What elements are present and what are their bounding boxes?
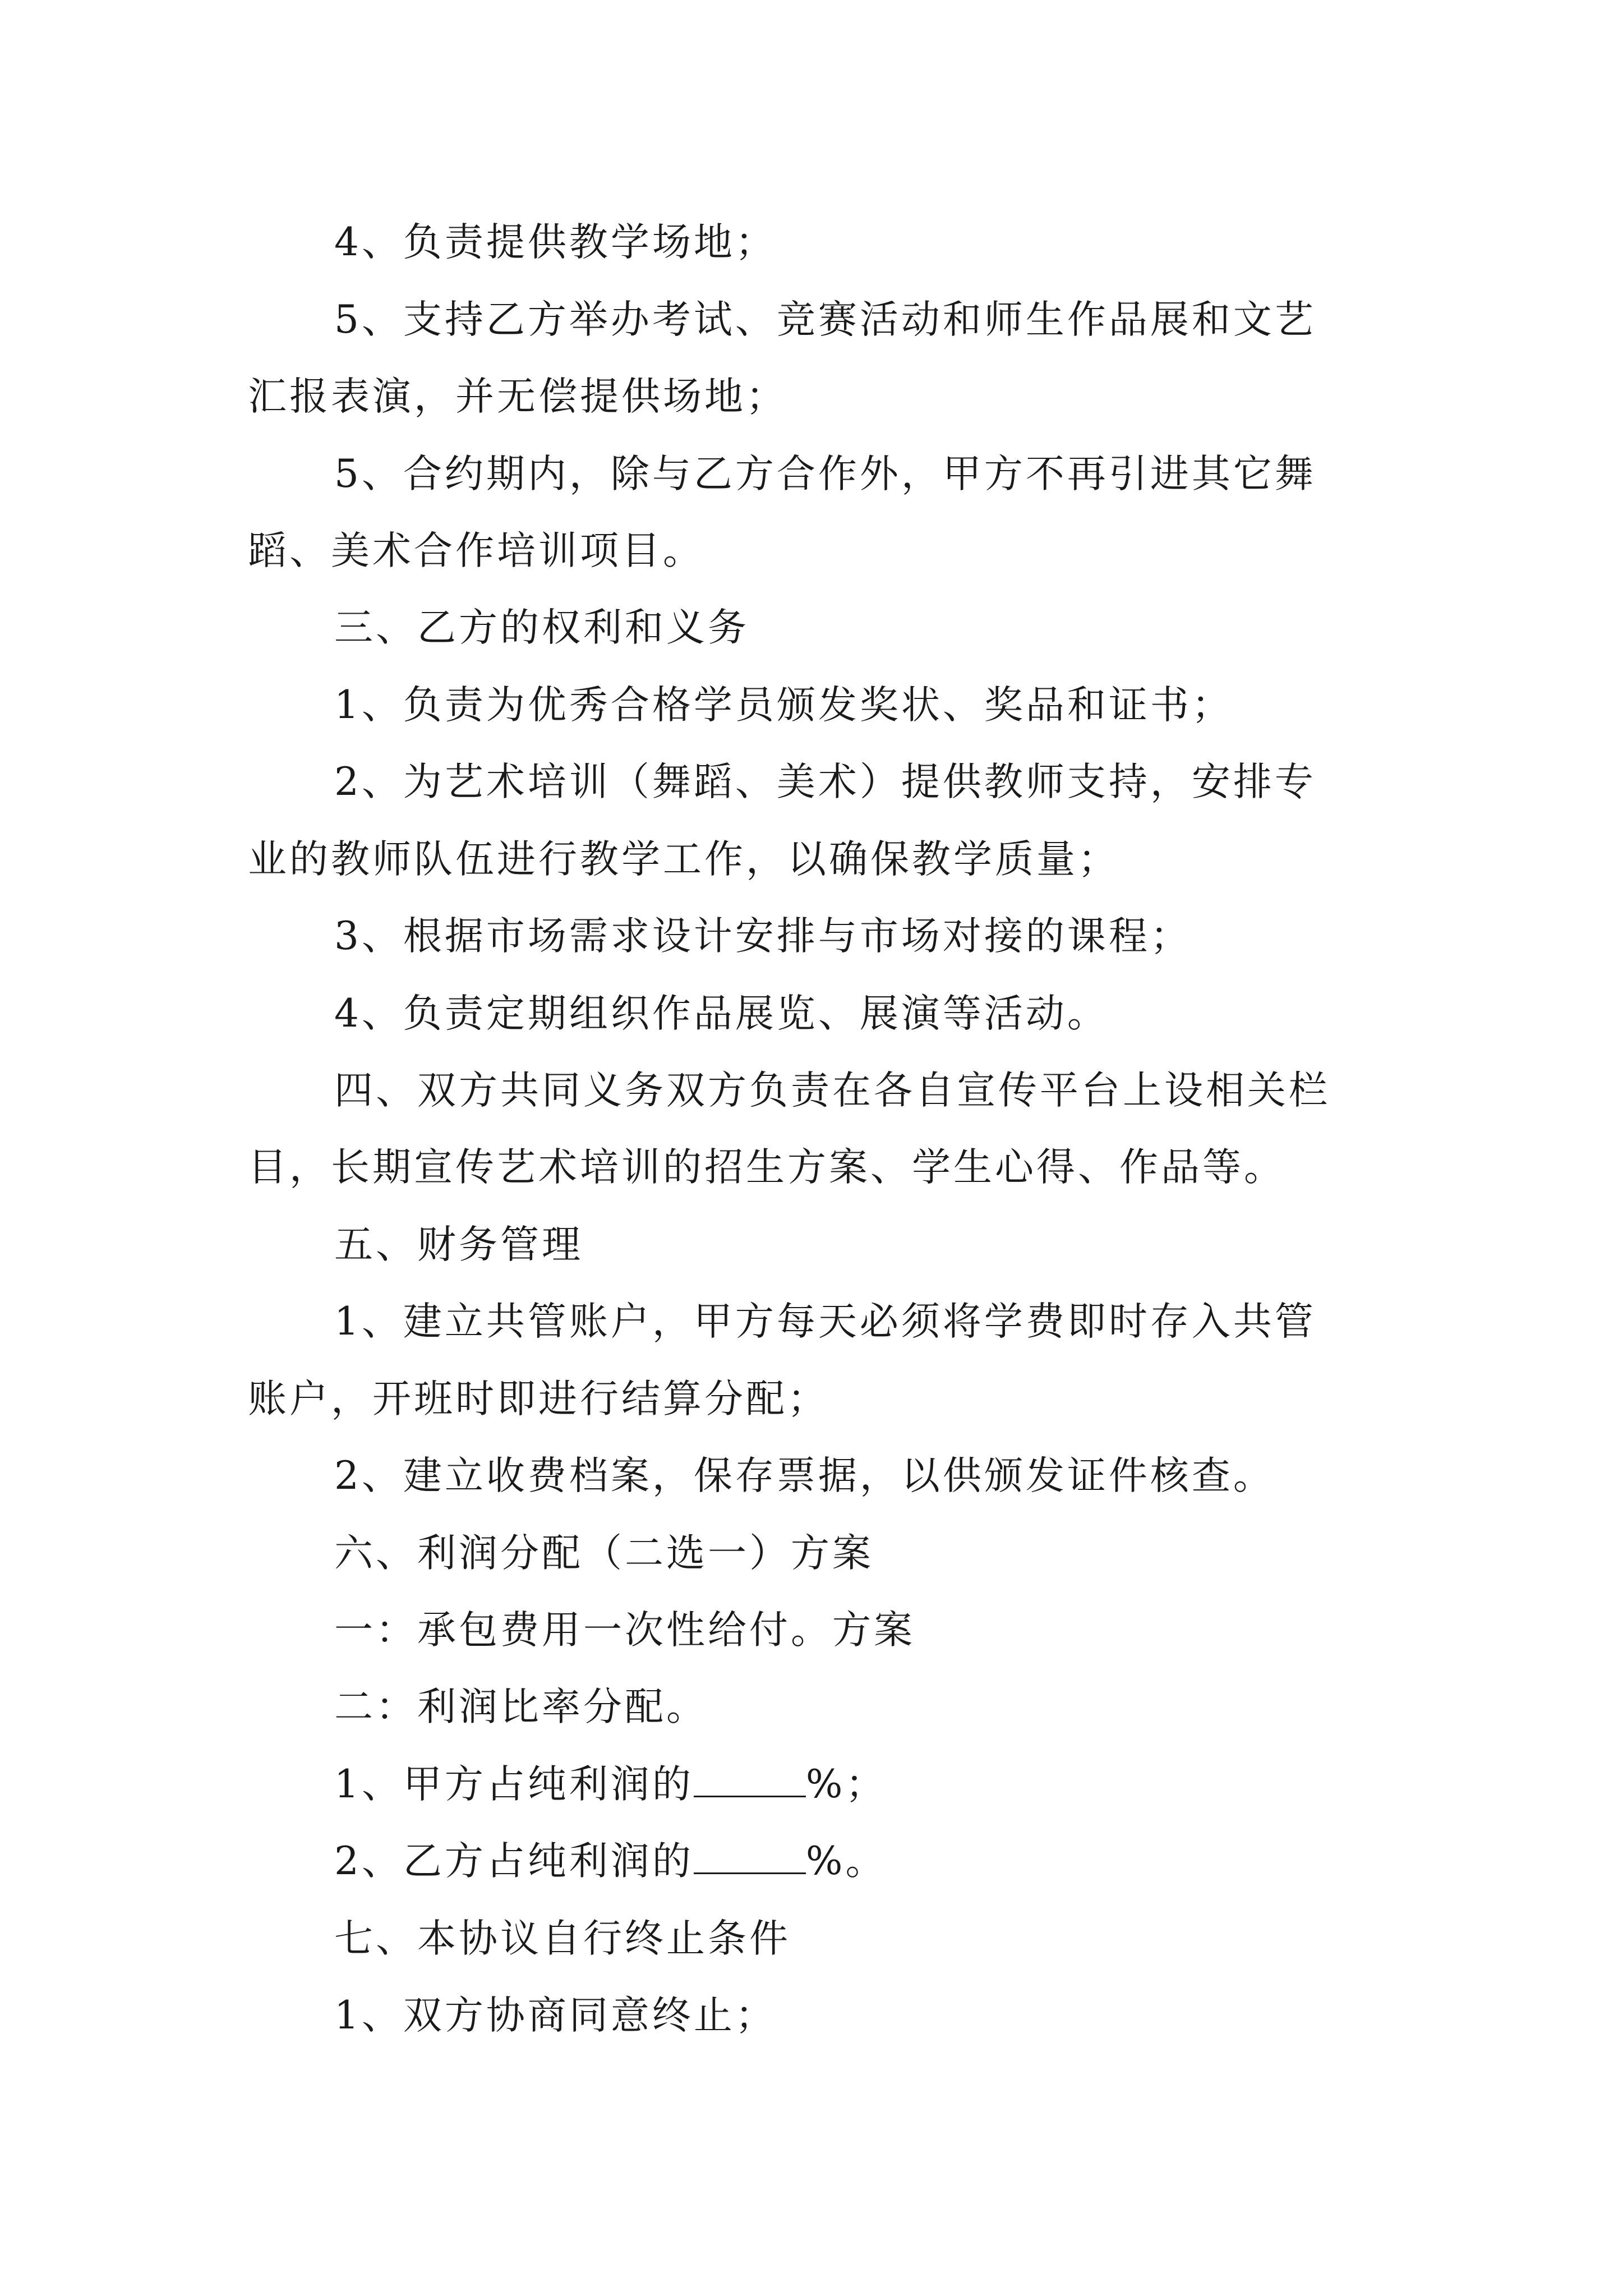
clause-line: 3、根据市场需求设计安排与市场对接的课程； bbox=[334, 914, 1192, 959]
clause-line-continuation: 蹈、美术合作培训项目。 bbox=[248, 528, 704, 573]
clause-line: 4、负责提供教学场地； bbox=[334, 220, 777, 265]
clause-line: 4、负责定期组织作品展览、展演等活动。 bbox=[334, 991, 1109, 1036]
clause-line-continuation: 目，长期宣传艺术培训的招生方案、学生心得、作品等。 bbox=[248, 1145, 1285, 1190]
clause-text: 2、乙方占纯利润的 bbox=[334, 1839, 694, 1884]
clause-line: 二：利润比率分配。 bbox=[334, 1685, 708, 1729]
clause-line-continuation: 业的教师队伍进行教学工作，以确保教学质量； bbox=[248, 837, 1119, 882]
clause-line-continuation: 账户，开班时即进行结算分配； bbox=[248, 1377, 829, 1421]
clause-line: 2、建立收费档案，保存票据，以供颁发证件核查。 bbox=[334, 1453, 1275, 1498]
clause-line: 1、双方协商同意终止； bbox=[334, 1993, 777, 2038]
section-heading: 三、乙方的权利和义务 bbox=[334, 605, 749, 650]
clause-line: 一：承包费用一次性给付。方案 bbox=[334, 1608, 915, 1653]
clause-text: %； bbox=[805, 1762, 887, 1807]
clause-text: 1、甲方占纯利润的 bbox=[334, 1762, 694, 1807]
section-heading: 四、双方共同义务双方负责在各自宣传平台上设相关栏 bbox=[334, 1068, 1330, 1113]
section-heading: 五、财务管理 bbox=[334, 1222, 583, 1267]
section-heading: 六、利润分配（二选一）方案 bbox=[334, 1531, 874, 1576]
clause-line-with-blank bbox=[334, 1833, 887, 1889]
section-heading: 七、本协议自行终止条件 bbox=[334, 1916, 791, 1961]
clause-text: %。 bbox=[805, 1839, 887, 1884]
clause-line-continuation: 汇报表演，并无偿提供场地； bbox=[248, 374, 787, 419]
clause-line-with-blank bbox=[334, 1756, 887, 1812]
fill-in-blank bbox=[694, 1840, 806, 1874]
fill-in-blank bbox=[694, 1763, 806, 1797]
clause-line: 5、合约期内，除与乙方合作外，甲方不再引进其它舞 bbox=[334, 452, 1316, 496]
clause-line: 5、支持乙方举办考试、竞赛活动和师生作品展和文艺 bbox=[334, 297, 1316, 342]
clause-line: 1、负责为优秀合格学员颁发奖状、奖品和证书； bbox=[334, 683, 1233, 728]
clause-line: 2、为艺术培训（舞蹈、美术）提供教师支持，安排专 bbox=[334, 760, 1316, 804]
clause-line: 1、建立共管账户，甲方每天必须将学费即时存入共管 bbox=[334, 1299, 1316, 1344]
